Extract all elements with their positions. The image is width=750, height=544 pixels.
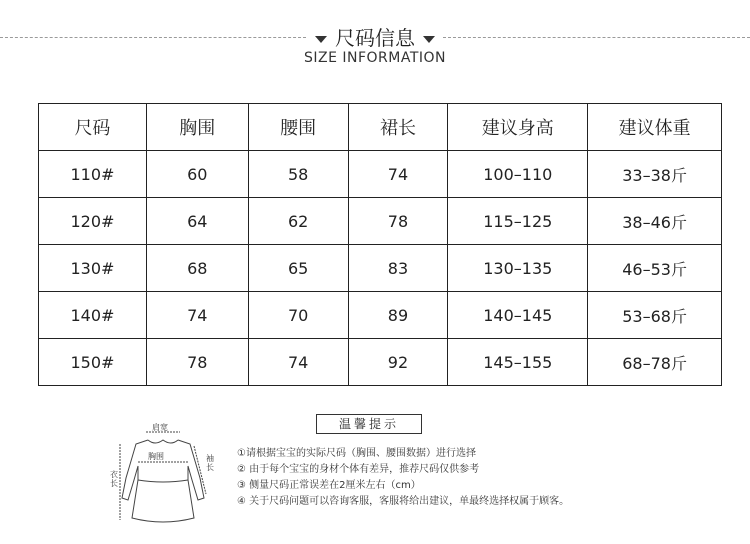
table-cell: 70 xyxy=(248,292,348,339)
triangle-down-icon xyxy=(315,36,327,43)
table-row xyxy=(39,339,722,386)
table-row xyxy=(39,151,722,198)
tip-note: ② 由于每个宝宝的身材个体有差异，推荐尺码仅供参考 xyxy=(237,464,480,475)
table-cell: 110# xyxy=(39,151,147,198)
tips-notes xyxy=(237,446,569,510)
tip-note: ①请根据宝宝的实际尺码（胸围、腰围数据）进行选择 xyxy=(237,448,476,459)
col-header-height: 建议身高 xyxy=(448,104,588,151)
title-text: 尺码信息 xyxy=(335,26,415,50)
tip-note: ③ 侧量尺码正常误差在2厘米左右（cm） xyxy=(237,480,421,491)
table-cell: 78 xyxy=(348,198,448,245)
size-table xyxy=(38,103,722,386)
col-header-weight: 建议体重 xyxy=(588,104,722,151)
table-cell: 68–78斤 xyxy=(588,339,722,386)
col-header-chest: 胸围 xyxy=(146,104,248,151)
table-cell: 92 xyxy=(348,339,448,386)
table-cell: 74 xyxy=(348,151,448,198)
table-cell: 58 xyxy=(248,151,348,198)
table-cell: 33–38斤 xyxy=(588,151,722,198)
dress-measurement-diagram xyxy=(108,418,218,528)
table-cell: 115–125 xyxy=(448,198,588,245)
tip-note: ④ 关于尺码问题可以咨询客服，客服将给出建议，单最终选择权属于顾客。 xyxy=(237,496,570,507)
table-cell: 130–135 xyxy=(448,245,588,292)
table-row xyxy=(39,198,722,245)
length-label: 衣长 xyxy=(110,470,118,488)
table-cell: 65 xyxy=(248,245,348,292)
dress-outline-icon xyxy=(108,418,218,528)
chest-label: 胸围 xyxy=(148,452,164,461)
table-cell: 100–110 xyxy=(448,151,588,198)
table-cell: 145–155 xyxy=(448,339,588,386)
col-header-skirt-length: 裙长 xyxy=(348,104,448,151)
table-cell: 150# xyxy=(39,339,147,386)
table-cell: 89 xyxy=(348,292,448,339)
tips-title: 温馨提示 xyxy=(316,414,422,434)
table-cell: 74 xyxy=(146,292,248,339)
table-cell: 68 xyxy=(146,245,248,292)
table-cell: 60 xyxy=(146,151,248,198)
table-row xyxy=(39,245,722,292)
page-subtitle: SIZE INFORMATION xyxy=(303,50,447,66)
table-cell: 64 xyxy=(146,198,248,245)
page-title xyxy=(0,22,750,51)
table-cell: 53–68斤 xyxy=(588,292,722,339)
sleeve-label: 袖长 xyxy=(206,454,214,472)
shoulder-label: 肩宽 xyxy=(152,423,168,432)
col-header-waist: 腰围 xyxy=(248,104,348,151)
table-cell: 46–53斤 xyxy=(588,245,722,292)
table-cell: 62 xyxy=(248,198,348,245)
table-cell: 83 xyxy=(348,245,448,292)
table-cell: 140–145 xyxy=(448,292,588,339)
table-header-row xyxy=(39,104,722,151)
table-cell: 130# xyxy=(39,245,147,292)
col-header-size: 尺码 xyxy=(39,104,147,151)
table-cell: 78 xyxy=(146,339,248,386)
triangle-down-icon xyxy=(423,36,435,43)
table-row xyxy=(39,292,722,339)
table-cell: 74 xyxy=(248,339,348,386)
table-cell: 140# xyxy=(39,292,147,339)
table-cell: 120# xyxy=(39,198,147,245)
table-cell: 38–46斤 xyxy=(588,198,722,245)
